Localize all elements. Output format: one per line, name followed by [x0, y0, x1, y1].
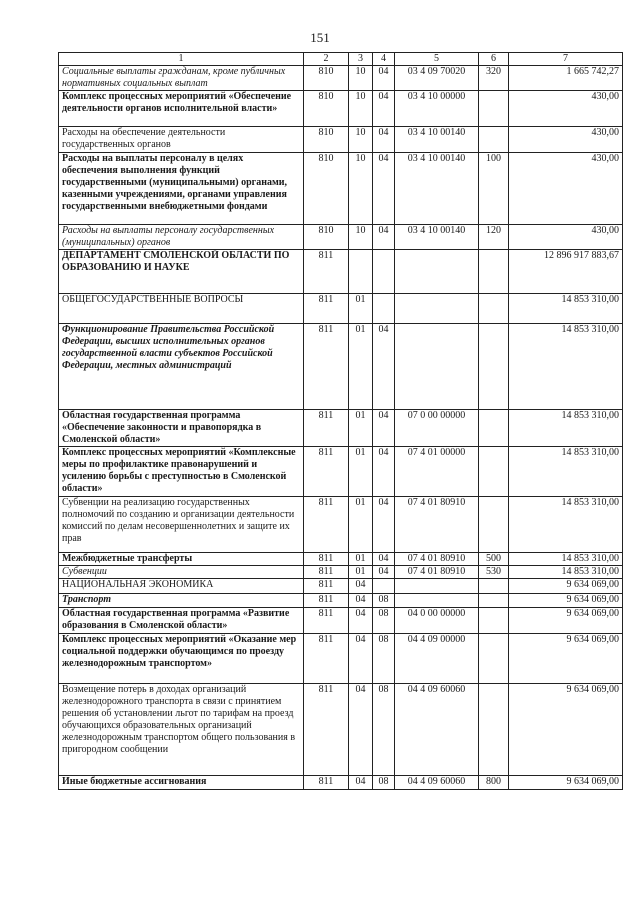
row-name-cell: Субвенции на реализацию государственных полномочий по созданию и организации деятельности комиссий по делам несовершеннолетних и защите их прав [59, 497, 304, 553]
code-expense-type-cell [479, 594, 509, 608]
amount-cell: 430,00 [509, 225, 623, 250]
row-name-cell: Комплекс процессных мероприятий «Оказание мер социальной поддержки обучающимся по проезду железнодорожным транспортом» [59, 634, 304, 684]
code-section-cell: 10 [349, 153, 373, 225]
code-expense-type-cell: 100 [479, 153, 509, 225]
page-number: 151 [310, 30, 330, 45]
code-admin-cell: 810 [304, 225, 349, 250]
amount-cell: 9 634 069,00 [509, 579, 623, 594]
code-section-cell: 01 [349, 410, 373, 447]
code-target-cell: 03 4 10 00000 [395, 91, 479, 127]
code-section-cell: 10 [349, 91, 373, 127]
table-row [59, 608, 623, 634]
code-subsection-cell: 04 [373, 447, 395, 497]
table-row [59, 410, 623, 447]
code-admin-cell: 811 [304, 324, 349, 410]
code-expense-type-cell [479, 294, 509, 324]
code-admin-cell: 811 [304, 447, 349, 497]
code-expense-type-cell [479, 684, 509, 776]
code-section-cell: 01 [349, 566, 373, 579]
code-section-cell: 04 [349, 579, 373, 594]
row-name-cell: Субвенции [59, 566, 304, 579]
code-subsection-cell: 08 [373, 634, 395, 684]
amount-cell: 14 853 310,00 [509, 497, 623, 553]
amount-cell: 14 853 310,00 [509, 410, 623, 447]
code-section-cell: 04 [349, 634, 373, 684]
code-subsection-cell [373, 250, 395, 294]
row-name-cell: Расходы на выплаты персоналу государственных (муниципальных) органов [59, 225, 304, 250]
code-target-cell: 04 0 00 00000 [395, 608, 479, 634]
code-expense-type-cell [479, 634, 509, 684]
code-subsection-cell: 08 [373, 776, 395, 790]
row-name-cell: Социальные выплаты гражданам, кроме публичных нормативных социальных выплат [59, 66, 304, 91]
code-target-cell: 07 0 00 00000 [395, 410, 479, 447]
code-expense-type-cell [479, 324, 509, 410]
code-subsection-cell: 04 [373, 324, 395, 410]
code-subsection-cell: 04 [373, 553, 395, 566]
table-row [59, 497, 623, 553]
code-subsection-cell: 08 [373, 684, 395, 776]
code-target-cell [395, 324, 479, 410]
code-target-cell: 04 4 09 60060 [395, 684, 479, 776]
table-row [59, 447, 623, 497]
code-subsection-cell: 04 [373, 66, 395, 91]
code-expense-type-cell [479, 410, 509, 447]
code-section-cell: 04 [349, 684, 373, 776]
code-admin-cell: 811 [304, 294, 349, 324]
table-row [59, 250, 623, 294]
code-target-cell [395, 250, 479, 294]
code-admin-cell: 811 [304, 684, 349, 776]
table-row [59, 553, 623, 566]
header-cell: 6 [479, 53, 509, 66]
code-section-cell: 01 [349, 447, 373, 497]
amount-cell: 14 853 310,00 [509, 447, 623, 497]
code-admin-cell: 810 [304, 66, 349, 91]
code-admin-cell: 810 [304, 127, 349, 153]
code-subsection-cell [373, 579, 395, 594]
code-target-cell: 07 4 01 80910 [395, 553, 479, 566]
code-admin-cell: 811 [304, 497, 349, 553]
amount-cell: 14 853 310,00 [509, 294, 623, 324]
amount-cell: 12 896 917 883,67 [509, 250, 623, 294]
row-name-cell: Комплекс процессных мероприятий «Комплексные меры по профилактике правонарушений и усилению борьбы с преступностью в Смоленской области» [59, 447, 304, 497]
amount-cell: 9 634 069,00 [509, 634, 623, 684]
code-admin-cell: 811 [304, 250, 349, 294]
table-row [59, 294, 623, 324]
code-subsection-cell: 04 [373, 566, 395, 579]
table-row [59, 225, 623, 250]
code-target-cell: 03 4 10 00140 [395, 127, 479, 153]
code-expense-type-cell [479, 608, 509, 634]
table-row [59, 684, 623, 776]
header-cell: 7 [509, 53, 623, 66]
code-subsection-cell: 04 [373, 91, 395, 127]
budget-table [58, 52, 623, 790]
amount-cell: 1 665 742,27 [509, 66, 623, 91]
code-target-cell [395, 294, 479, 324]
code-admin-cell: 811 [304, 594, 349, 608]
table-row [59, 91, 623, 127]
code-admin-cell: 811 [304, 410, 349, 447]
code-section-cell: 01 [349, 324, 373, 410]
code-admin-cell: 811 [304, 553, 349, 566]
code-expense-type-cell: 320 [479, 66, 509, 91]
header-cell: 1 [59, 53, 304, 66]
code-admin-cell: 811 [304, 608, 349, 634]
row-name-cell: Областная государственная программа «Развитие образования в Смоленской области» [59, 608, 304, 634]
code-target-cell: 07 4 01 00000 [395, 447, 479, 497]
table-header-row [59, 53, 623, 66]
amount-cell: 430,00 [509, 91, 623, 127]
code-expense-type-cell [479, 91, 509, 127]
code-target-cell: 07 4 01 80910 [395, 566, 479, 579]
row-name-cell: Возмещение потерь в доходах организаций железнодорожного транспорта в связи с принятием решения об установлении льгот по тарифам на проезд обучающихся образовательных организаций железнодорожным транспортом общего пользования в пригородном сообщении [59, 684, 304, 776]
code-section-cell: 01 [349, 553, 373, 566]
code-target-cell [395, 594, 479, 608]
amount-cell: 430,00 [509, 153, 623, 225]
table-row [59, 776, 623, 790]
code-subsection-cell: 04 [373, 225, 395, 250]
code-target-cell [395, 579, 479, 594]
header-cell: 4 [373, 53, 395, 66]
amount-cell: 14 853 310,00 [509, 553, 623, 566]
code-subsection-cell: 04 [373, 127, 395, 153]
code-admin-cell: 811 [304, 566, 349, 579]
code-expense-type-cell: 120 [479, 225, 509, 250]
table-row [59, 566, 623, 579]
code-target-cell: 07 4 01 80910 [395, 497, 479, 553]
table-row [59, 579, 623, 594]
code-section-cell: 04 [349, 608, 373, 634]
code-admin-cell: 811 [304, 776, 349, 790]
amount-cell: 430,00 [509, 127, 623, 153]
code-target-cell: 04 4 09 00000 [395, 634, 479, 684]
table-row [59, 153, 623, 225]
table-row [59, 594, 623, 608]
row-name-cell: ДЕПАРТАМЕНТ СМОЛЕНСКОЙ ОБЛАСТИ ПО ОБРАЗОВАНИЮ И НАУКЕ [59, 250, 304, 294]
code-target-cell: 04 4 09 60060 [395, 776, 479, 790]
row-name-cell: Расходы на обеспечение деятельности государственных органов [59, 127, 304, 153]
table-row [59, 324, 623, 410]
code-target-cell: 03 4 09 70020 [395, 66, 479, 91]
code-subsection-cell: 08 [373, 608, 395, 634]
code-expense-type-cell: 800 [479, 776, 509, 790]
code-admin-cell: 810 [304, 91, 349, 127]
amount-cell: 14 853 310,00 [509, 324, 623, 410]
code-subsection-cell: 04 [373, 153, 395, 225]
code-expense-type-cell: 500 [479, 553, 509, 566]
code-admin-cell: 811 [304, 579, 349, 594]
amount-cell: 14 853 310,00 [509, 566, 623, 579]
code-subsection-cell: 04 [373, 410, 395, 447]
code-target-cell: 03 4 10 00140 [395, 153, 479, 225]
code-section-cell: 10 [349, 66, 373, 91]
code-section-cell [349, 250, 373, 294]
code-subsection-cell [373, 294, 395, 324]
amount-cell: 9 634 069,00 [509, 776, 623, 790]
row-name-cell: НАЦИОНАЛЬНАЯ ЭКОНОМИКА [59, 579, 304, 594]
row-name-cell: Транспорт [59, 594, 304, 608]
amount-cell: 9 634 069,00 [509, 608, 623, 634]
code-section-cell: 01 [349, 497, 373, 553]
code-section-cell: 04 [349, 594, 373, 608]
row-name-cell: ОБЩЕГОСУДАРСТВЕННЫЕ ВОПРОСЫ [59, 294, 304, 324]
row-name-cell: Областная государственная программа «Обеспечение законности и правопорядка в Смоленской области» [59, 410, 304, 447]
code-section-cell: 01 [349, 294, 373, 324]
table-row [59, 127, 623, 153]
row-name-cell: Расходы на выплаты персоналу в целях обеспечения выполнения функций государственными (муниципальными) органами, казенными учреждениями, органами управления государственными внебюджетными фондами [59, 153, 304, 225]
header-cell: 3 [349, 53, 373, 66]
row-name-cell: Функционирование Правительства Российской Федерации, высших исполнительных органов государственной власти субъектов Российской Федерации, местных администраций [59, 324, 304, 410]
code-section-cell: 10 [349, 127, 373, 153]
table-row [59, 66, 623, 91]
amount-cell: 9 634 069,00 [509, 594, 623, 608]
row-name-cell: Иные бюджетные ассигнования [59, 776, 304, 790]
code-expense-type-cell [479, 447, 509, 497]
code-section-cell: 10 [349, 225, 373, 250]
table-row [59, 634, 623, 684]
code-expense-type-cell [479, 579, 509, 594]
code-expense-type-cell [479, 127, 509, 153]
code-admin-cell: 811 [304, 634, 349, 684]
code-target-cell: 03 4 10 00140 [395, 225, 479, 250]
header-cell: 2 [304, 53, 349, 66]
code-expense-type-cell [479, 250, 509, 294]
amount-cell: 9 634 069,00 [509, 684, 623, 776]
code-expense-type-cell: 530 [479, 566, 509, 579]
code-subsection-cell: 08 [373, 594, 395, 608]
row-name-cell: Межбюджетные трансферты [59, 553, 304, 566]
code-admin-cell: 810 [304, 153, 349, 225]
code-expense-type-cell [479, 497, 509, 553]
header-cell: 5 [395, 53, 479, 66]
row-name-cell: Комплекс процессных мероприятий «Обеспечение деятельности органов исполнительной власти» [59, 91, 304, 127]
code-subsection-cell: 04 [373, 497, 395, 553]
code-section-cell: 04 [349, 776, 373, 790]
